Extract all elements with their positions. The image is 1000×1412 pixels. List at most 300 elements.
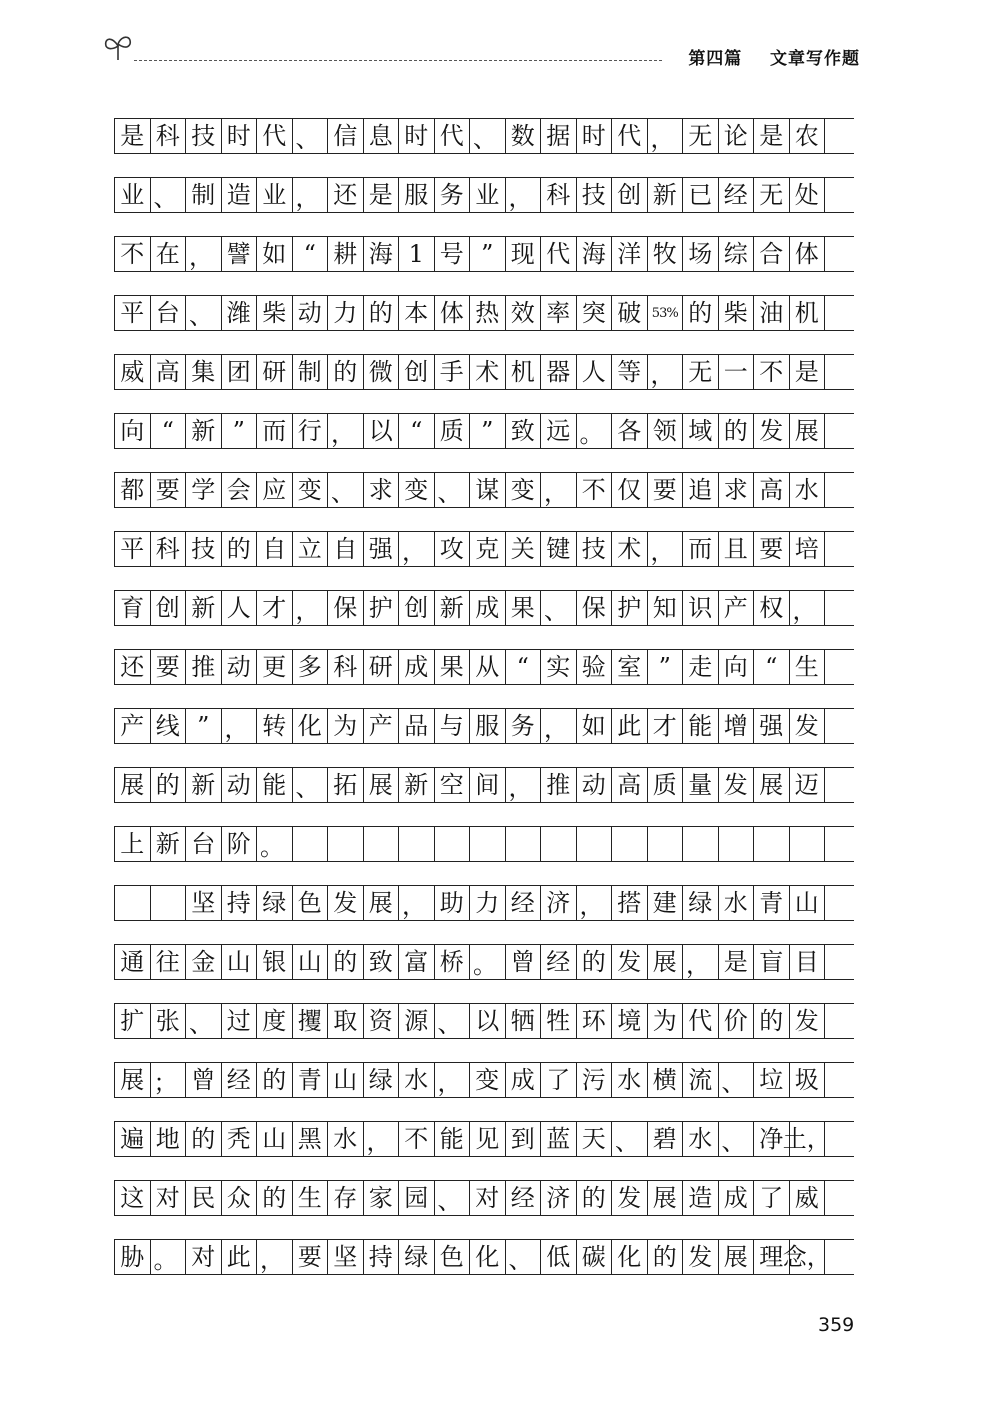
grid-cell — [506, 827, 542, 861]
grid-cell: 新 — [435, 591, 471, 625]
grid-cell: ” — [648, 650, 684, 684]
grid-cell: 代 — [612, 119, 648, 153]
grid-cell: 牲 — [541, 1004, 577, 1038]
grid-cell: 推 — [541, 768, 577, 802]
grid-cell: ， — [506, 768, 542, 802]
grid-row — [114, 767, 854, 803]
grid-cell: 遍 — [115, 1122, 151, 1156]
grid-cell: 克 — [470, 532, 506, 566]
grid-cell: 要 — [648, 473, 684, 507]
grid-cell: 增 — [719, 709, 755, 743]
grid-cell: 垃 — [754, 1063, 790, 1097]
grid-cell: 洋 — [612, 237, 648, 271]
grid-cell: 碧 — [648, 1122, 684, 1156]
grid-cell: 致 — [506, 414, 542, 448]
grid-cell: 谋 — [470, 473, 506, 507]
grid-cell: ， — [577, 886, 613, 920]
grid-cell: 会 — [222, 473, 258, 507]
grid-cell: 色 — [293, 886, 329, 920]
grid-cell: 境 — [612, 1004, 648, 1038]
grid-cell: 验 — [577, 650, 613, 684]
grid-cell: 发 — [719, 768, 755, 802]
grid-cell: 行 — [293, 414, 329, 448]
grid-cell: 据 — [541, 119, 577, 153]
grid-cell: 是 — [364, 178, 400, 212]
grid-cell: 经 — [719, 178, 755, 212]
grid-cell — [293, 827, 329, 861]
grid-cell: 处 — [790, 178, 826, 212]
grid-cell: 能 — [435, 1122, 471, 1156]
grid-cell: 才 — [648, 709, 684, 743]
grid-cell: 展 — [115, 1063, 151, 1097]
grid-cell: 的 — [577, 945, 613, 979]
grid-cell: 、 — [186, 1004, 222, 1038]
grid-cell — [435, 827, 471, 861]
grid-cell: 是 — [790, 355, 826, 389]
grid-row — [114, 354, 854, 390]
grid-cell: 存 — [328, 1181, 364, 1215]
grid-cell: 、 — [612, 1122, 648, 1156]
grid-cell: 向 — [719, 650, 755, 684]
grid-cell: 扩 — [115, 1004, 151, 1038]
grid-cell: 、 — [719, 1122, 755, 1156]
grid-cell: 胁 — [115, 1240, 151, 1274]
grid-cell: 新 — [186, 414, 222, 448]
grid-cell: 往 — [151, 945, 187, 979]
grid-cell: 应 — [257, 473, 293, 507]
grid-cell: 创 — [612, 178, 648, 212]
grid-row — [114, 177, 854, 213]
grid-cell: 业 — [115, 178, 151, 212]
grid-cell: 攻 — [435, 532, 471, 566]
grid-row — [114, 649, 854, 685]
grid-cell: “ — [293, 237, 329, 271]
grid-cell: 对 — [151, 1181, 187, 1215]
grid-cell: 技 — [577, 178, 613, 212]
grid-cell: 代 — [541, 237, 577, 271]
grid-cell: 成 — [719, 1181, 755, 1215]
grid-cell — [577, 827, 613, 861]
grid-cell: 盲 — [754, 945, 790, 979]
grid-cell: 发 — [754, 414, 790, 448]
grid-cell: 各 — [612, 414, 648, 448]
grid-cell: 动 — [577, 768, 613, 802]
grid-cell: 动 — [222, 768, 258, 802]
grid-cell: 制 — [293, 355, 329, 389]
grid-cell: 集 — [186, 355, 222, 389]
grid-cell: 培 — [790, 532, 826, 566]
grid-cell: 绿 — [364, 1063, 400, 1097]
grid-cell — [683, 827, 719, 861]
grid-cell: “ — [151, 414, 187, 448]
grid-cell: 产 — [364, 709, 400, 743]
grid-cell: ， — [683, 945, 719, 979]
grid-cell — [790, 827, 826, 861]
grid-cell: 力 — [328, 296, 364, 330]
grid-cell: 新 — [186, 591, 222, 625]
grid-cell — [328, 827, 364, 861]
grid-cell — [719, 827, 755, 861]
grid-cell: 更 — [257, 650, 293, 684]
grid-cell: 是 — [719, 945, 755, 979]
grid-cell: 理 — [754, 1240, 790, 1274]
grid-cell: 水 — [328, 1122, 364, 1156]
grid-cell: 海 — [577, 237, 613, 271]
grid-cell: 的 — [719, 414, 755, 448]
grid-cell: 助 — [435, 886, 471, 920]
grid-row — [114, 295, 854, 331]
grid-cell: 知 — [648, 591, 684, 625]
grid-cell: 仅 — [612, 473, 648, 507]
grid-cell: 、 — [541, 591, 577, 625]
grid-cell: 术 — [470, 355, 506, 389]
grid-cell: 山 — [257, 1122, 293, 1156]
grid-row — [114, 531, 854, 567]
grid-cell: 台 — [186, 827, 222, 861]
grid-cell: 研 — [257, 355, 293, 389]
grid-cell: 济 — [541, 886, 577, 920]
grid-cell: 创 — [399, 591, 435, 625]
grid-cell: 现 — [506, 237, 542, 271]
grid-cell: ， — [541, 709, 577, 743]
grid-cell: 立 — [293, 532, 329, 566]
grid-cell: 、 — [719, 1063, 755, 1097]
grid-cell: ， — [435, 1063, 471, 1097]
grid-cell: 不 — [754, 355, 790, 389]
grid-cell: 室 — [612, 650, 648, 684]
grid-cell: 展 — [364, 768, 400, 802]
grid-cell: 以 — [470, 1004, 506, 1038]
grid-cell: ” — [186, 709, 222, 743]
grid-cell: 息 — [364, 119, 400, 153]
grid-cell: 。 — [151, 1240, 187, 1274]
grid-cell: 变 — [506, 473, 542, 507]
grid-cell: 建 — [648, 886, 684, 920]
grid-cell: 展 — [754, 768, 790, 802]
grid-cell — [470, 827, 506, 861]
grid-cell: 致 — [364, 945, 400, 979]
grid-cell — [612, 827, 648, 861]
grid-cell: “ — [754, 650, 790, 684]
grid-cell: 技 — [186, 119, 222, 153]
grid-cell: 坚 — [186, 886, 222, 920]
grid-cell: 推 — [186, 650, 222, 684]
grid-cell: 保 — [328, 591, 364, 625]
grid-cell: 为 — [328, 709, 364, 743]
grid-cell: 新 — [648, 178, 684, 212]
grid-cell: 新 — [186, 768, 222, 802]
grid-cell: 质 — [648, 768, 684, 802]
grid-cell: 号 — [435, 237, 471, 271]
grid-cell: 要 — [754, 532, 790, 566]
section-title: 第四篇 文章写作题 — [688, 49, 860, 69]
grid-cell: 动 — [222, 650, 258, 684]
grid-cell: 搭 — [612, 886, 648, 920]
grid-cell: 能 — [683, 709, 719, 743]
grid-cell: 效 — [506, 296, 542, 330]
grid-cell: 科 — [151, 119, 187, 153]
grid-cell: 新 — [399, 768, 435, 802]
grid-cell: 绿 — [683, 886, 719, 920]
grid-row — [114, 472, 854, 508]
grid-cell: 过 — [222, 1004, 258, 1038]
grid-cell: 阶 — [222, 827, 258, 861]
grid-cell: 园 — [399, 1181, 435, 1215]
grid-cell: 对 — [470, 1181, 506, 1215]
grid-cell: 不 — [399, 1122, 435, 1156]
grid-cell: 率 — [541, 296, 577, 330]
grid-cell: 度 — [257, 1004, 293, 1038]
grid-cell: 如 — [577, 709, 613, 743]
grid-cell: 不 — [577, 473, 613, 507]
grid-cell: 曾 — [186, 1063, 222, 1097]
grid-cell: 转 — [257, 709, 293, 743]
grid-cell: 水 — [399, 1063, 435, 1097]
grid-cell: 的 — [364, 296, 400, 330]
grid-cell: 青 — [293, 1063, 329, 1097]
grid-cell: 天 — [577, 1122, 613, 1156]
grid-cell: 已 — [683, 178, 719, 212]
grid-cell: 服 — [399, 178, 435, 212]
grid-cell: ， — [186, 237, 222, 271]
grid-cell: 流 — [683, 1063, 719, 1097]
grid-cell: 多 — [293, 650, 329, 684]
grid-cell: 济 — [541, 1181, 577, 1215]
grid-cell: 科 — [541, 178, 577, 212]
grid-cell: 键 — [541, 532, 577, 566]
grid-cell: 追 — [683, 473, 719, 507]
grid-cell: 果 — [435, 650, 471, 684]
grid-cell: 的 — [754, 1004, 790, 1038]
grid-cell: 、 — [328, 473, 364, 507]
grid-cell: 务 — [435, 178, 471, 212]
grid-cell: 力 — [470, 886, 506, 920]
grid-cell: 蓝 — [541, 1122, 577, 1156]
grid-cell: 合 — [754, 237, 790, 271]
grid-cell: 。 — [257, 827, 293, 861]
grid-cell: 发 — [328, 886, 364, 920]
grid-cell: 秃 — [222, 1122, 258, 1156]
grid-cell: 高 — [151, 355, 187, 389]
grid-cell: 了 — [754, 1181, 790, 1215]
grid-cell: 还 — [115, 650, 151, 684]
grid-cell: ， — [257, 1240, 293, 1274]
grid-cell: 代 — [257, 119, 293, 153]
grid-cell: 时 — [577, 119, 613, 153]
grid-cell: 数 — [506, 119, 542, 153]
grid-cell: ， — [364, 1122, 400, 1156]
grid-cell: 价 — [719, 1004, 755, 1038]
grid-cell: ， — [399, 886, 435, 920]
grid-cell: ， — [648, 532, 684, 566]
grid-cell: ， — [648, 355, 684, 389]
grid-row — [114, 944, 854, 980]
grid-cell: 一 — [719, 355, 755, 389]
grid-cell: 识 — [683, 591, 719, 625]
grid-cell: 展 — [364, 886, 400, 920]
grid-cell: 这 — [115, 1181, 151, 1215]
grid-cell: 取 — [328, 1004, 364, 1038]
grid-cell: 不 — [115, 237, 151, 271]
grid-cell: 牺 — [506, 1004, 542, 1038]
grid-cell: 了 — [541, 1063, 577, 1097]
grid-cell: 、 — [435, 473, 471, 507]
grid-cell: 生 — [790, 650, 826, 684]
grid-cell: 自 — [257, 532, 293, 566]
grid-cell: 威 — [790, 1181, 826, 1215]
grid-cell: 富 — [399, 945, 435, 979]
grid-cell: 实 — [541, 650, 577, 684]
grid-cell: 绿 — [399, 1240, 435, 1274]
grid-cell: 创 — [399, 355, 435, 389]
grid-cell: ， — [648, 119, 684, 153]
grid-cell: 等 — [612, 355, 648, 389]
grid-row — [114, 1003, 854, 1039]
grid-cell: 污 — [577, 1063, 613, 1097]
grid-cell: 术 — [612, 532, 648, 566]
grid-cell: 器 — [541, 355, 577, 389]
grid-cell: 强 — [364, 532, 400, 566]
grid-cell: 的 — [151, 768, 187, 802]
grid-cell: 通 — [115, 945, 151, 979]
grid-cell: 地 — [151, 1122, 187, 1156]
grid-cell: 众 — [222, 1181, 258, 1215]
grid-row — [114, 413, 854, 449]
grid-cell — [754, 827, 790, 861]
grid-cell: 民 — [186, 1181, 222, 1215]
grid-cell: 拓 — [328, 768, 364, 802]
sprout-icon — [100, 32, 136, 62]
grid-cell: 而 — [683, 532, 719, 566]
grid-cell: 权 — [754, 591, 790, 625]
grid-cell: 产 — [115, 709, 151, 743]
grid-cell: ” — [222, 414, 258, 448]
grid-cell: 能 — [257, 768, 293, 802]
grid-cell: 经 — [506, 1181, 542, 1215]
grid-cell: ； — [151, 1063, 187, 1097]
grid-cell: 展 — [790, 414, 826, 448]
grid-cell: 见 — [470, 1122, 506, 1156]
grid-row — [114, 708, 854, 744]
grid-cell: 的 — [328, 355, 364, 389]
grid-cell: “ — [399, 414, 435, 448]
grid-cell: 黑 — [293, 1122, 329, 1156]
grid-cell: 耕 — [328, 237, 364, 271]
grid-cell: 高 — [612, 768, 648, 802]
grid-cell: 、 — [151, 178, 187, 212]
grid-cell: 都 — [115, 473, 151, 507]
grid-cell: 净 — [754, 1122, 790, 1156]
grid-cell: 果 — [506, 591, 542, 625]
grid-cell: 此 — [222, 1240, 258, 1274]
grid-cell: 横 — [648, 1063, 684, 1097]
grid-cell: 化 — [293, 709, 329, 743]
grid-cell: 热 — [470, 296, 506, 330]
grid-cell: 、 — [506, 1240, 542, 1274]
grid-cell: 关 — [506, 532, 542, 566]
grid-cell: 圾 — [790, 1063, 826, 1097]
grid-cell: 经 — [222, 1063, 258, 1097]
grid-cell: 保 — [577, 591, 613, 625]
grid-cell: 科 — [328, 650, 364, 684]
grid-cell: 的 — [186, 1122, 222, 1156]
grid-cell: 业 — [257, 178, 293, 212]
grid-cell: 要 — [151, 473, 187, 507]
grid-cell: 动 — [293, 296, 329, 330]
grid-cell: 发 — [683, 1240, 719, 1274]
grid-cell: 场 — [683, 237, 719, 271]
grid-cell — [541, 827, 577, 861]
grid-cell: 育 — [115, 591, 151, 625]
grid-cell: 、 — [435, 1004, 471, 1038]
grid-cell: 展 — [648, 1181, 684, 1215]
grid-cell: 求 — [364, 473, 400, 507]
grid-cell: 破 — [612, 296, 648, 330]
grid-cell: 领 — [648, 414, 684, 448]
grid-cell: 色 — [435, 1240, 471, 1274]
grid-cell: 上 — [115, 827, 151, 861]
grid-cell: 53% — [648, 296, 684, 330]
grid-cell: 山 — [328, 1063, 364, 1097]
grid-cell: 无 — [683, 119, 719, 153]
grid-cell: 如 — [257, 237, 293, 271]
grid-cell: 迈 — [790, 768, 826, 802]
grid-cell: 成 — [506, 1063, 542, 1097]
grid-cell: 微 — [364, 355, 400, 389]
grid-cell: 攫 — [293, 1004, 329, 1038]
grid-cell — [399, 827, 435, 861]
grid-cell: 体 — [790, 237, 826, 271]
grid-cell: 柴 — [257, 296, 293, 330]
grid-cell: 求 — [719, 473, 755, 507]
grid-cell: 远 — [541, 414, 577, 448]
grid-cell: 在 — [151, 237, 187, 271]
grid-cell: 且 — [719, 532, 755, 566]
grid-cell: 线 — [151, 709, 187, 743]
grid-cell: 研 — [364, 650, 400, 684]
grid-cell: 张 — [151, 1004, 187, 1038]
grid-cell: 资 — [364, 1004, 400, 1038]
grid-cell: 水 — [719, 886, 755, 920]
grid-row — [114, 1180, 854, 1216]
grid-cell: 制 — [186, 178, 222, 212]
grid-cell: 经 — [506, 886, 542, 920]
grid-cell: 土， — [790, 1122, 826, 1156]
grid-cell: 平 — [115, 532, 151, 566]
grid-cell: 环 — [577, 1004, 613, 1038]
grid-cell: 发 — [790, 1004, 826, 1038]
grid-cell: 台 — [151, 296, 187, 330]
grid-cell: 手 — [435, 355, 471, 389]
grid-cell: 机 — [790, 296, 826, 330]
grid-cell: 坚 — [328, 1240, 364, 1274]
grid-cell: 水 — [612, 1063, 648, 1097]
grid-cell: 牧 — [648, 237, 684, 271]
page-number: 359 — [818, 1314, 855, 1336]
grid-cell: 论 — [719, 119, 755, 153]
grid-cell: 曾 — [506, 945, 542, 979]
grid-cell: 经 — [541, 945, 577, 979]
grid-cell: 的 — [328, 945, 364, 979]
grid-cell: 要 — [151, 650, 187, 684]
grid-cell: 综 — [719, 237, 755, 271]
grid-cell: 、 — [186, 296, 222, 330]
grid-cell: 绿 — [257, 886, 293, 920]
grid-cell: 技 — [186, 532, 222, 566]
grid-cell: 持 — [364, 1240, 400, 1274]
grid-cell: 变 — [470, 1063, 506, 1097]
grid-cell: 生 — [293, 1181, 329, 1215]
